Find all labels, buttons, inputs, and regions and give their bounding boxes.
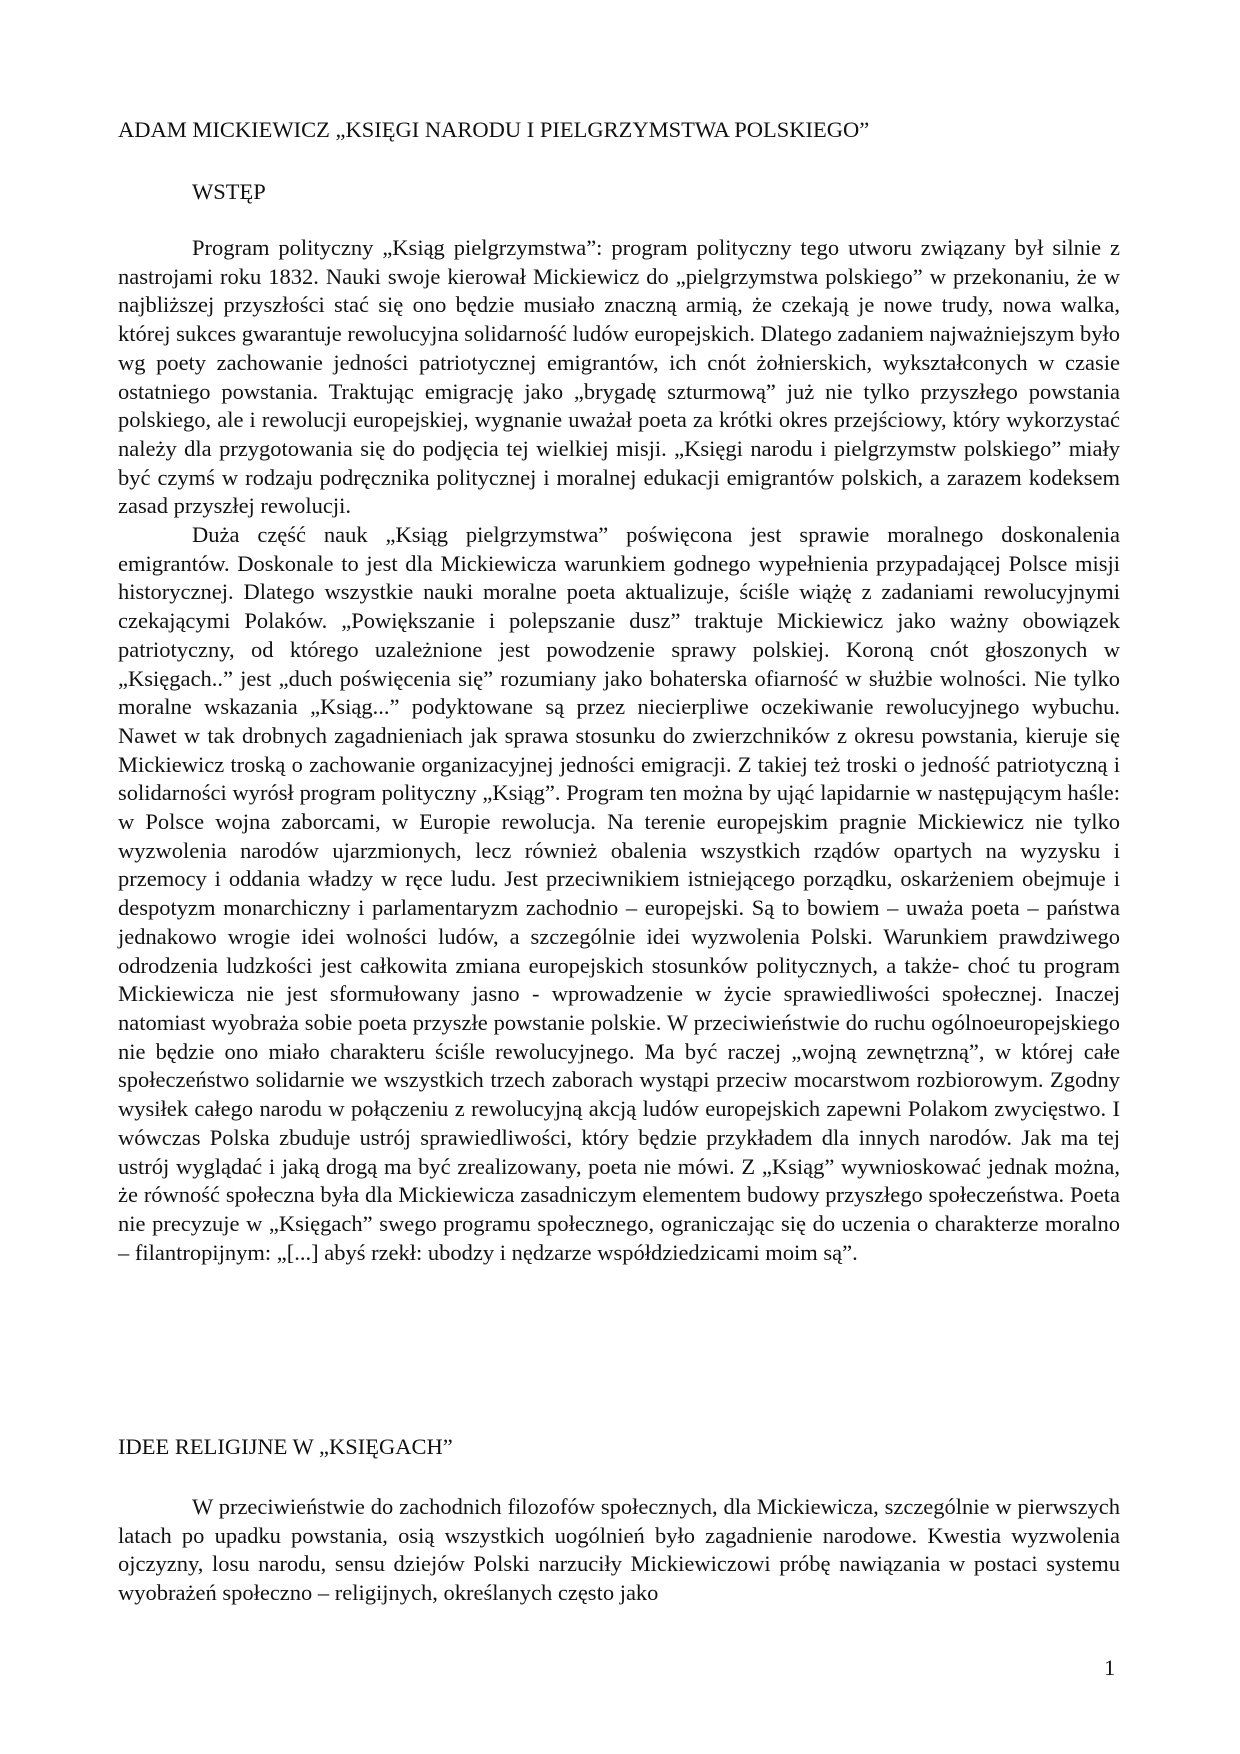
section-text (118, 1493, 1120, 1608)
document-title: ADAM MICKIEWICZ „KSIĘGI NARODU I PIELGRZYMSTWA POLSKIEGO” (118, 117, 870, 142)
intro-heading: WSTĘP (192, 179, 266, 204)
page-number: 1 (1104, 1655, 1116, 1680)
paragraph: W przeciwieństwie do zachodnich filozofów społecznych, dla Mickiewicza, szczególnie w pierwszych latach po upadku powstania, osią wszystkich uogólnień było zagadnienie narodowe. Kwestia wyzwolenia ojczyzny, losu narodu, sensu dziejów Polski narzuciły Mickiewiczowi próbę nawiązania w postaci systemu wyobrażeń społeczno – religijnych, określanych często jako (118, 1494, 1120, 1606)
intro-text (118, 234, 1120, 1267)
section-heading: IDEE RELIGIJNE W „KSIĘGACH” (118, 1434, 453, 1459)
paragraph: Duża część nauk „Ksiąg pielgrzymstwa” poświęcona jest sprawie moralnego doskonalenia emigrantów. Doskonale to jest dla Mickiewicza warunkiem godnego wypełnienia przypadającej Polsce misji historycznej. Dlatego wszystkie nauki moralne poeta aktualizuje, ściśle wiążę z zadaniami rewolucyjnymi czekającymi Polaków. „Powiększanie i polepszanie dusz” traktuje Mickiewicz jako ważny obowiązek patriotyczny, od którego uzależnione jest powodzenie sprawy polskiej. Koroną cnót głoszonych w „Księgach..” jest „duch poświęcenia się” rozumiany jako bohaterska ofiarność w służbie wolności. Nie tylko moralne wskazania „Ksiąg...” podyktowane są przez niecierpliwe oczekiwanie rewolucyjnego wybuchu. Nawet w tak drobnych zagadnieniach jak sprawa stosunku do zwierzchników z okresu powstania, kieruje się Mickiewicz troską o zachowanie organizacyjnej jedności emigracji. Z takiej też troski o jedność patriotyczną i solidarności wyrósł program polityczny „Ksiąg”. Program ten można by ująć lapidarnie w następującym haśle: w Polsce wojna zaborcami, w Europie rewolucja. Na terenie europejskim pragnie Mickiewicz nie tylko wyzwolenia narodów ujarzmionych, lecz również obalenia wszystkich rządów opartych na wyzysku i przemocy i oddania władzy w ręce ludu. Jest przeciwnikiem istniejącego porządku, oskarżeniem obejmuje i despotyzm monarchiczny i parlamentaryzm zachodnio – europejski. Są to bowiem – uważa poeta – państwa jednakowo wrogie idei wolności ludów, a szczególnie idei wyzwolenia Polski. Warunkiem prawdziwego odrodzenia ludzkości jest całkowita zmiana europejskich stosunków politycznych, a także- choć tu program Mickiewicza nie jest sformułowany jasno - wprowadzenie w życie sprawiedliwości społecznej. Inaczej natomiast wyobraża sobie poeta przyszłe powstanie polskie. W przeciwieństwie do ruchu ogólnoeuropejskiego nie będzie ono miało charakteru ściśle rewolucyjnego. Ma być raczej „wojną zewnętrzną”, w której całe społeczeństwo solidarnie we wszystkich trzech zaborach wystąpi przeciw mocarstwom rozbiorowym. Zgodny wysiłek całego narodu w połączeniu z rewolucyjną akcją ludów europejskich zapewni Polakom zwycięstwo. I wówczas Polska zbuduje ustrój sprawiedliwości, który będzie przykładem dla innych narodów. Jak ma tej ustrój wyglądać i jaką drogą ma być zrealizowany, poeta nie mówi. Z „Ksiąg” wywnioskować jednak można, że równość społeczna była dla Mickiewicza zasadniczym elementem budowy przyszłego społeczeństwa. Poeta nie precyzuje w „Księgach” swego programu społecznego, ograniczając się do uczenia o charakterze moralno – filantropijnym: „[...] abyś rzekł: ubodzy i nędzarze współdziedzicami moim są”. (118, 522, 1120, 1265)
paragraph: Program polityczny „Ksiąg pielgrzymstwa”: program polityczny tego utworu związany był silnie z nastrojami roku 1832. Nauki swoje kierował Mickiewicz do „pielgrzymstwa polskiego” w przekonaniu, że w najbliższej przyszłości stać się ono będzie musiało znaczną armią, że czekają je nowe trudy, nowa walka, której sukces gwarantuje rewolucyjna solidarność ludów europejskich. Dlatego zadaniem najważniejszym było wg poety zachowanie jedności patriotycznej emigrantów, ich cnót żołnierskich, wykształconych w czasie ostatniego powstania. Traktując emigrację jako „brygadę szturmową” już nie tylko przyszłego powstania polskiego, ale i rewolucji europejskiej, wygnanie uważał poeta za krótki okres przejściowy, który wykorzystać należy dla przygotowania się do podjęcia tej wielkiej misji. „Księgi narodu i pielgrzymstw polskiego” miały być czymś w rodzaju podręcznika politycznej i moralnej edukacji emigrantów polskich, a zarazem kodeksem zasad przyszłej rewolucji. (118, 235, 1120, 519)
